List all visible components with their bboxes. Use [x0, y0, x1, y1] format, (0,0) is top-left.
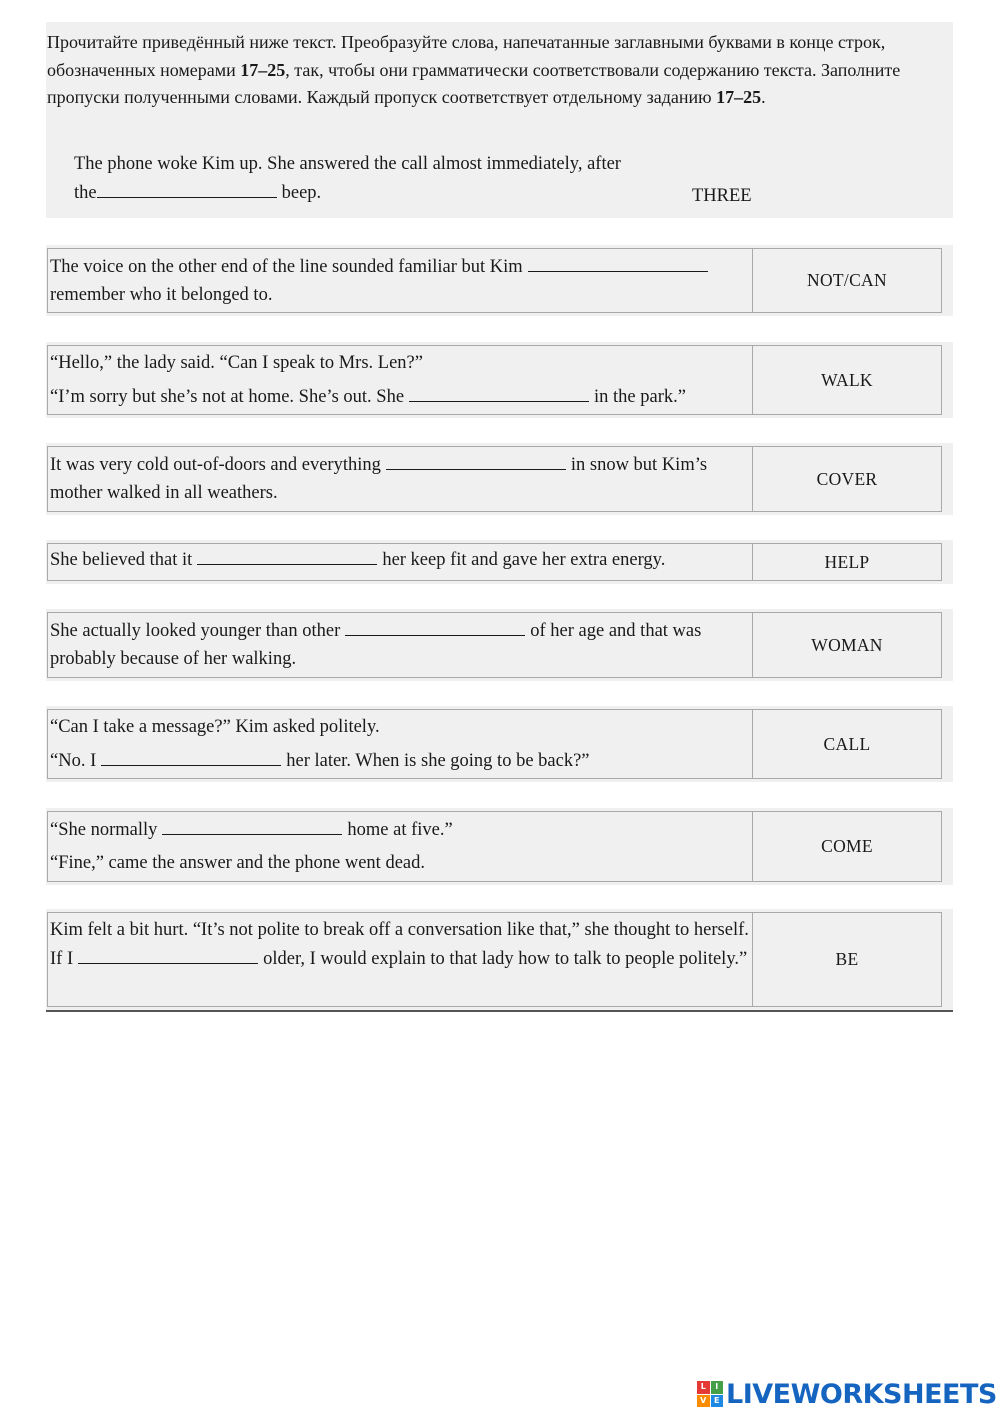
answer-blank-3[interactable]: [386, 451, 566, 470]
answer-blank-2[interactable]: [409, 383, 589, 402]
bottom-divider: [46, 1010, 953, 1012]
task-before-1: The voice on the other end of the line sounded familiar but Kim: [50, 257, 523, 277]
instructions-part-1: Прочитайте приведённый ниже текст. Преобразуйте слова, напечатанные заглавными буквами в конце строк, обозначенных номерами: [47, 32, 886, 80]
task-text-6: [48, 710, 753, 778]
task-text-1: [48, 249, 753, 312]
answer-blank-6[interactable]: [101, 747, 281, 766]
task-after-2: in the park.”: [594, 386, 686, 407]
example-after-blank: beep.: [281, 182, 322, 203]
example-blank: [97, 179, 277, 198]
task-before-3: It was very cold out-of-doors and everything: [50, 455, 381, 475]
answer-blank-1[interactable]: [528, 253, 708, 272]
key-word-6: CALL: [823, 733, 871, 754]
logo-letter-v: V: [697, 1395, 710, 1408]
logo-mark-icon: [697, 1381, 723, 1407]
instructions-part-3: .: [761, 87, 766, 107]
task-text-5: [48, 613, 753, 677]
answer-blank-8[interactable]: [78, 945, 258, 964]
task-after-1: remember who it belonged to.: [50, 284, 273, 305]
key-word-1: NOT/CAN: [807, 270, 887, 290]
task-before-5: She actually looked younger than other: [50, 621, 341, 641]
key-word-4: HELP: [824, 551, 870, 572]
task-row-2: [46, 342, 953, 418]
logo-letter-i: I: [711, 1381, 724, 1394]
task-before-8: Kim felt a bit hurt. “It’s not polite to break off a conversation like that,” she thought to herself. If I: [50, 920, 749, 969]
task-row-6: [46, 706, 953, 782]
logo-text: LIVEWORKSHEETS: [726, 1378, 997, 1410]
key-word-5: WOMAN: [811, 634, 883, 655]
answer-blank-4[interactable]: [197, 546, 377, 565]
example-sentence: [74, 151, 714, 207]
example-before-blank: the: [74, 182, 97, 203]
instructions-text: [47, 29, 947, 112]
task-after-5: of her age and that was probably because of her walking.: [50, 621, 702, 669]
instructions-panel: [46, 22, 953, 218]
answer-blank-5[interactable]: [345, 617, 525, 636]
task-text-3: [48, 447, 753, 511]
task-text-4: [48, 544, 753, 580]
task-before-6: “No. I: [50, 750, 97, 771]
task-before-4: She believed that it: [50, 550, 193, 570]
task-prefix-6: “Can I take a message?” Kim asked politely.: [50, 717, 380, 737]
task-range-1: 17–25: [240, 59, 286, 80]
logo-letter-e: E: [711, 1395, 724, 1408]
instructions-part-2: , так, чтобы они грамматически соответствовали содержанию текста. Заполните пропуски полученными словами. Каждый пропуск соответствует отдельному заданию: [47, 59, 901, 107]
task-row-1: [46, 245, 953, 316]
task-range-2: 17–25: [716, 87, 762, 107]
task-text-7: [48, 812, 753, 881]
task-text-8: [48, 913, 753, 1006]
task-after-4: her keep fit and gave her extra energy.: [382, 550, 666, 570]
key-word-2: WALK: [821, 369, 873, 390]
task-suffix-7: “Fine,” came the answer and the phone went dead.: [50, 852, 425, 873]
task-after-7: home at five.”: [347, 820, 453, 840]
task-row-8: [46, 909, 953, 1010]
task-after-8: older, I would explain to that lady how to talk to people politely.”: [263, 948, 748, 969]
answer-blank-7[interactable]: [162, 816, 342, 835]
key-word-7: COME: [821, 836, 873, 856]
task-prefix-2: “Hello,” the lady said. “Can I speak to Mrs. Len?”: [50, 353, 423, 373]
task-row-3: [46, 443, 953, 515]
example-line-1: The phone woke Kim up. She answered the call almost immediately, after: [74, 154, 621, 174]
task-before-7: “She normally: [50, 820, 158, 840]
task-after-3: in snow but Kim’s mother walked in all weathers.: [50, 455, 708, 503]
task-before-2: “I’m sorry but she’s not at home. She’s out. She: [50, 386, 405, 407]
key-word-3: COVER: [816, 468, 878, 489]
logo-letter-l: L: [697, 1381, 710, 1394]
key-word-8: BE: [835, 949, 859, 969]
task-row-7: [46, 808, 953, 885]
liveworksheets-logo: [697, 1378, 997, 1410]
task-text-2: [48, 346, 753, 414]
task-row-5: [46, 609, 953, 681]
task-after-6: her later. When is she going to be back?”: [286, 750, 590, 771]
example-key-word: THREE: [692, 186, 752, 206]
task-row-4: [46, 540, 953, 584]
